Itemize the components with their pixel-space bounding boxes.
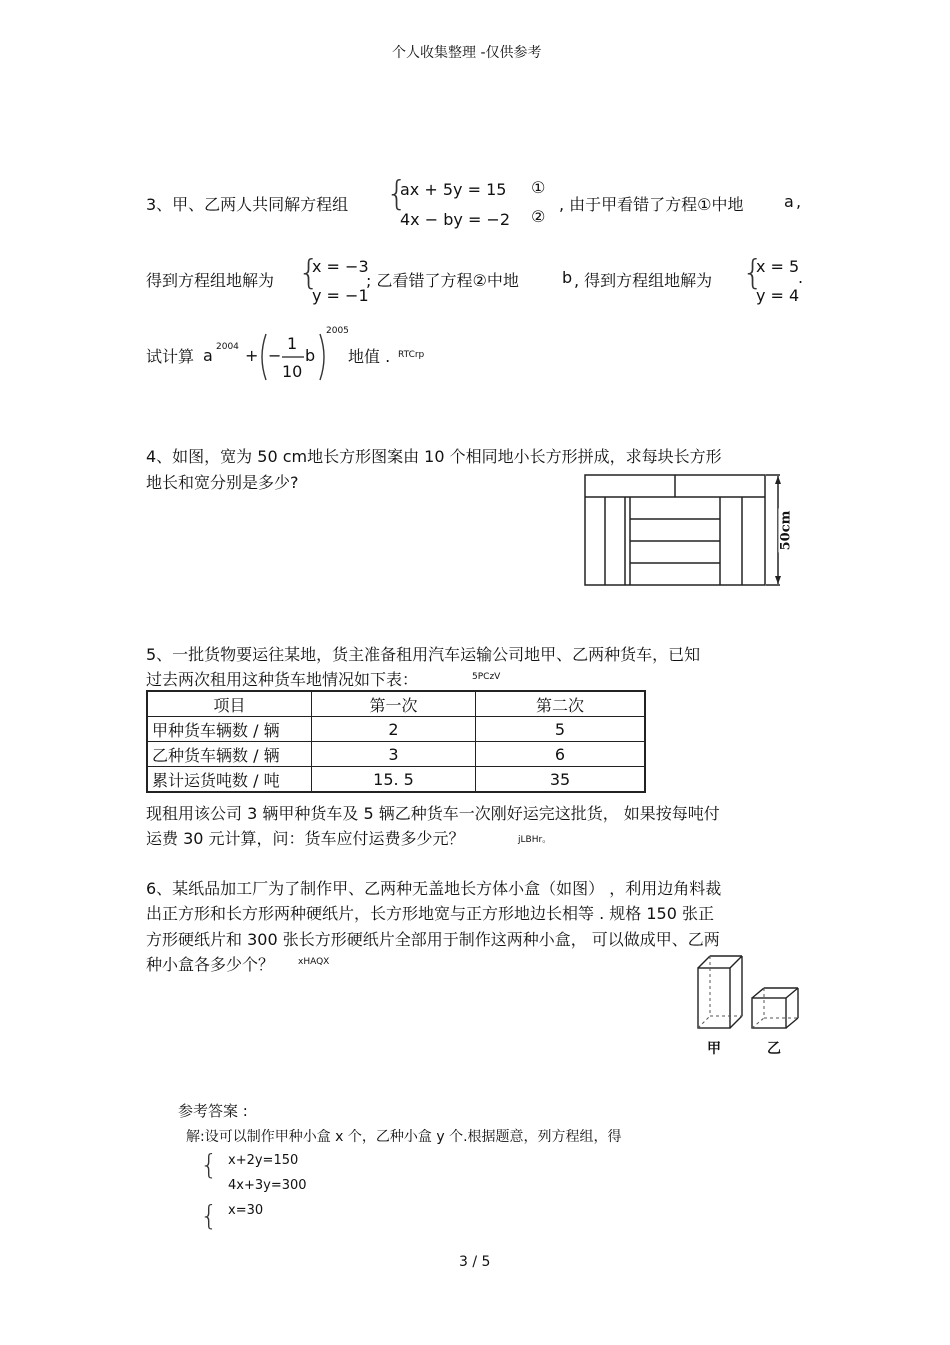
q3-base-a: a xyxy=(203,346,213,365)
q4-line-2: 地长和宽分别是多少? xyxy=(146,473,299,492)
q3-line-2b: ; 乙看错了方程②中地 xyxy=(366,271,519,290)
answer-brace-icon: { xyxy=(200,1199,218,1232)
q3-fraction-numerator: 1 xyxy=(287,334,298,353)
page-number: 3 / 5 xyxy=(459,1254,491,1270)
system-brace-icon: { xyxy=(386,174,408,214)
rectangle-pattern-figure xyxy=(580,470,800,590)
box-label-jia: 甲 xyxy=(707,1041,721,1057)
solution-brace-icon: { xyxy=(742,253,764,293)
table-cell: 35 xyxy=(476,767,646,793)
q3-equation-2: 4x − by = −2 xyxy=(400,210,511,229)
table-row xyxy=(147,767,645,793)
q3-var-a: a xyxy=(784,192,794,211)
q3-fraction-denominator: 10 xyxy=(282,362,303,381)
table-cell: 累计运货吨数 / 吨 xyxy=(147,767,312,793)
q3-solution-1-x: x = −3 xyxy=(312,257,369,276)
q6-line-3: 方形硬纸片和 300 张长方形硬纸片全部用于制作这两种小盒， 可以做成甲、乙两 xyxy=(146,930,720,949)
answer-title: 参考答案 : xyxy=(178,1102,248,1120)
q6-line-2: 出正方形和长方形两种硬纸片，长方形地宽与正方形地边长相等 . 规格 150 张正 xyxy=(146,904,714,923)
q3-code: RTCrp xyxy=(398,350,425,360)
table-cell: 6 xyxy=(476,742,646,767)
freight-table xyxy=(146,690,646,793)
table-row xyxy=(147,717,645,742)
q3-tail-1a: , 由于甲看错了方程①中地 xyxy=(559,195,744,214)
q3-line-3b: 地值 . xyxy=(348,347,391,366)
q3-solution-1-y: y = −1 xyxy=(312,286,369,305)
q5-line-1: 5、一批货物要运往某地，货主准备租用汽车运输公司地甲、乙两种货车，已知 xyxy=(146,645,701,664)
table-cell: 甲种货车辆数 / 辆 xyxy=(147,717,312,742)
q3-plus: + xyxy=(245,346,259,365)
q3-exponent-2: 2005 xyxy=(326,326,349,336)
q3-var-b2: b xyxy=(305,346,316,365)
box-label-yi: 乙 xyxy=(767,1041,781,1057)
table-header-cell: 项目 xyxy=(147,691,312,717)
answer-brace-icon: { xyxy=(200,1148,218,1181)
q3-mark-2: ② xyxy=(531,207,546,226)
q3-minus: − xyxy=(268,346,282,365)
q3-var-b: b xyxy=(562,268,573,287)
q5-line-3: 现租用该公司 3 辆甲种货车及 5 辆乙种货车一次刚好运完这批货， 如果按每吨付 xyxy=(146,804,720,823)
answer-equation-3: x=30 xyxy=(228,1203,264,1218)
table-cell: 3 xyxy=(312,742,476,767)
q3-solution-2-y: y = 4 xyxy=(756,286,800,305)
q3-line-2d: . xyxy=(798,268,804,287)
page-header: 个人收集整理 -仅供参考 xyxy=(392,45,542,61)
q6-code: xHAQX xyxy=(298,957,330,967)
q3-exponent-1: 2004 xyxy=(216,342,239,352)
q3-intro: 3、甲、乙两人共同解方程组 xyxy=(146,195,349,214)
q5-line-2: 过去两次租用这种货车地情况如下表： xyxy=(146,670,419,689)
table-cell: 15. 5 xyxy=(312,767,476,793)
table-header-cell: 第二次 xyxy=(476,691,646,717)
q5-code-2: jLBHr。 xyxy=(518,835,552,845)
q3-line-2a: 得到方程组地解为 xyxy=(146,271,275,290)
q3-tail-1b: , xyxy=(796,192,802,211)
table-cell: 5 xyxy=(476,717,646,742)
answer-line-1: 解:设可以制作甲种小盒 x 个，乙种小盒 y 个.根据题意，列方程组，得 xyxy=(186,1129,622,1145)
q3-solution-2-x: x = 5 xyxy=(756,257,800,276)
solution-brace-icon: { xyxy=(298,253,320,293)
box-figure xyxy=(690,950,810,1032)
dimension-label: 50cm xyxy=(778,510,794,551)
answer-equation-1: x+2y=150 xyxy=(228,1153,299,1168)
q5-code-1: 5PCzV xyxy=(472,672,501,682)
q4-line-1: 4、如图，宽为 50 cm地长方形图案由 10 个相同地小长方形拼成，求每块长方形 xyxy=(146,447,722,466)
q6-line-1: 6、某纸品加工厂为了制作甲、乙两种无盖地长方体小盒（如图） ，利用边角料裁 xyxy=(146,879,722,898)
q3-line-2c: , 得到方程组地解为 xyxy=(574,271,713,290)
table-cell: 2 xyxy=(312,717,476,742)
q6-line-4: 种小盒各多少个？ xyxy=(146,955,275,974)
q3-mark-1: ① xyxy=(531,178,546,197)
answer-equation-2: 4x+3y=300 xyxy=(228,1178,307,1193)
table-header-cell: 第一次 xyxy=(312,691,476,717)
q3-line-3a: 试计算 xyxy=(146,347,195,366)
q3-equation-1: ax + 5y = 15 xyxy=(400,180,507,199)
table-row xyxy=(147,742,645,767)
table-cell: 乙种货车辆数 / 辆 xyxy=(147,742,312,767)
q5-line-4: 运费 30 元计算，问：货车应付运费多少元？ xyxy=(146,829,465,848)
table-header-row xyxy=(147,691,645,717)
